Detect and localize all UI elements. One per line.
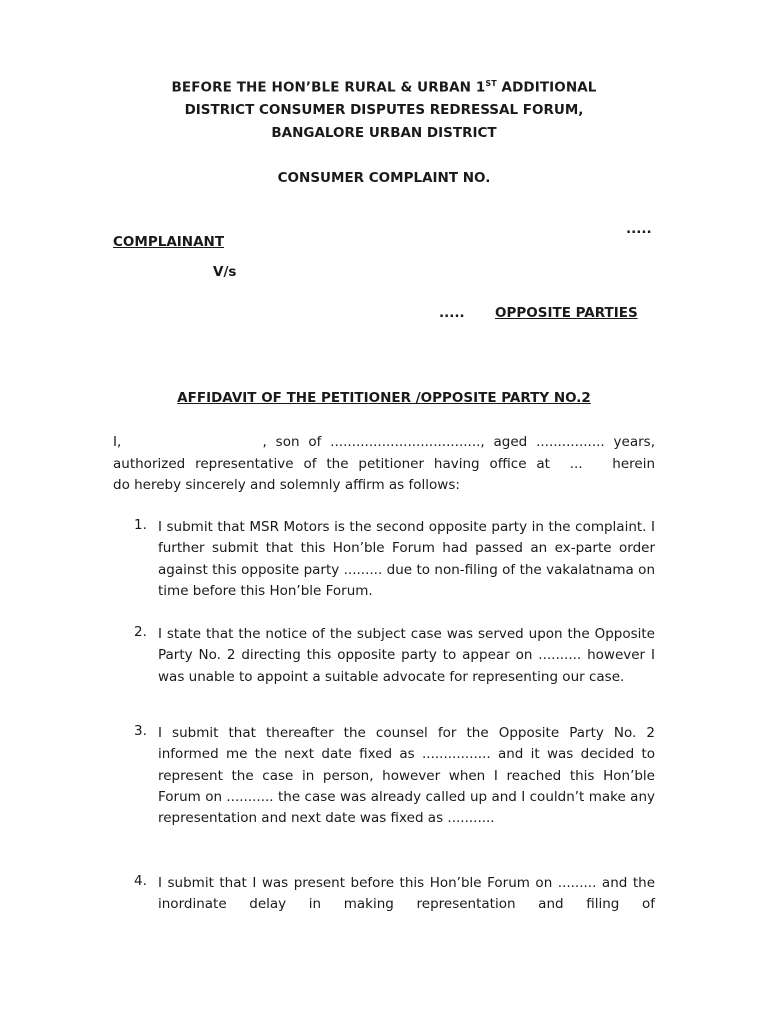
item-text: I submit that MSR Motors is the second opposite party in the complaint. I further submit that this Hon’ble Forum had passed an ex-parte order against this opposite party ......... due to non-filing of the vakalatnama on time before this Hon’ble Forum. <box>158 519 655 599</box>
heading-text-continued: ADDITIONAL <box>496 79 597 96</box>
item-number: 4. <box>134 873 147 889</box>
opposite-parties-label: OPPOSITE PARTIES <box>495 305 638 321</box>
item-text: I submit that thereafter the counsel for the Opposite Party No. 2 informed me the next date fixed as ................ and it was decided to represent the case in person, however when I reached this Hon’ble Forum on ........... the case was already called up and I couldn’t make any representation and next date was fixed as ........... <box>158 725 655 827</box>
intro-line-1: I, , son of ..................................., aged ................ years, <box>113 434 655 450</box>
complainant-label: COMPLAINANT <box>113 234 225 250</box>
heading-text: BEFORE THE HON’BLE RURAL & URBAN 1 <box>171 79 486 96</box>
versus-label: V/s <box>213 264 237 280</box>
forum-heading-line-2: DISTRICT CONSUMER DISPUTES REDRESSAL FORUM, <box>184 102 584 118</box>
intro-line-3: do hereby sincerely and solemnly affirm as follows: <box>113 477 460 493</box>
opposite-parties-dots: ..... <box>439 305 465 321</box>
forum-heading-line-3: BANGALORE URBAN DISTRICT <box>271 125 497 141</box>
item-text: I state that the notice of the subject case was served upon the Opposite Party No. 2 directing this opposite party to appear on .......... however I was unable to appoint a suitable advocate for representing our case. <box>158 626 655 685</box>
affidavit-title: AFFIDAVIT OF THE PETITIONER /OPPOSITE PARTY NO.2 <box>177 390 591 406</box>
forum-heading-line-1 <box>0 79 768 96</box>
item-number: 1. <box>134 517 147 533</box>
consumer-complaint-number: CONSUMER COMPLAINT NO. <box>277 170 491 186</box>
complainant-dots: ..... <box>626 221 652 237</box>
heading-superscript: ST <box>485 79 497 88</box>
intro-paragraph <box>113 432 655 497</box>
intro-line-2: authorized representative of the petitioner having office at ... herein <box>113 455 655 472</box>
item-number: 2. <box>134 624 147 640</box>
item-number: 3. <box>134 723 147 739</box>
item-text: I submit that I was present before this Hon’ble Forum on ......... and the inordinate delay in making representation and filing of <box>158 875 655 913</box>
